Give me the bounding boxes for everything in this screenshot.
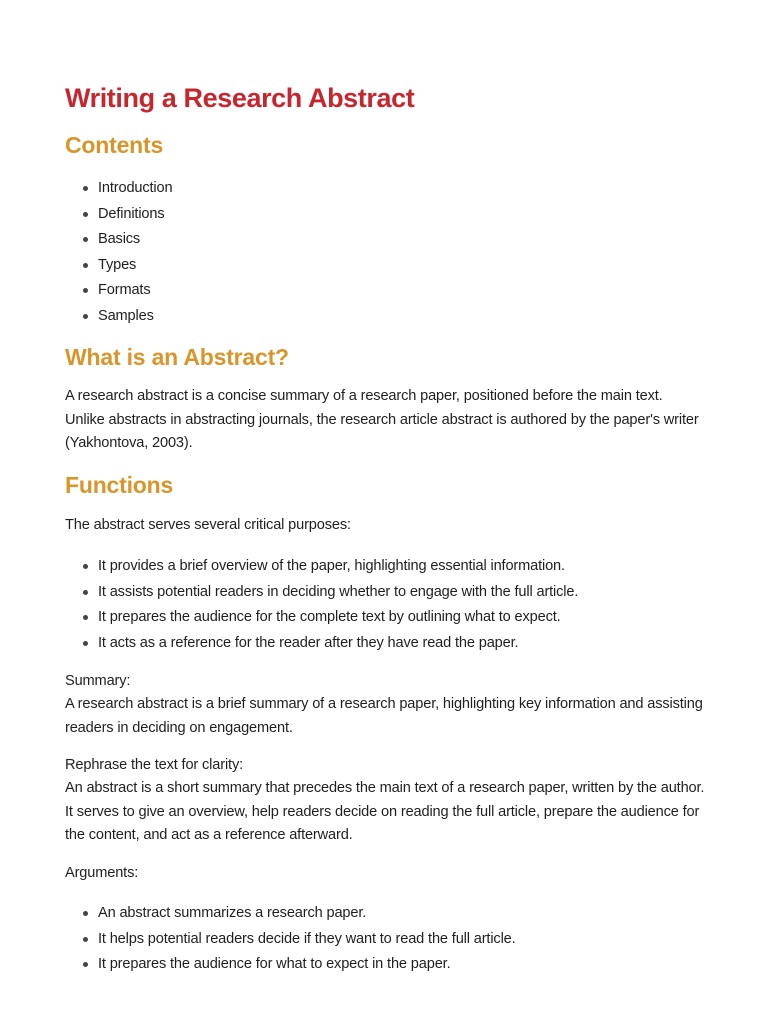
list-item [65, 632, 705, 658]
bullet-icon [83, 212, 88, 217]
bullet-icon [83, 590, 88, 595]
functions-item-label: It assists potential readers in deciding whether to engage with the full article. [98, 583, 579, 600]
functions-item-label: It acts as a reference for the reader after they have read the paper. [98, 634, 519, 651]
page-title: Writing a Research Abstract [65, 83, 415, 113]
rephrase-label: Rephrase the text for clarity: [65, 757, 244, 773]
functions-list [65, 555, 705, 657]
bullet-icon [83, 288, 88, 293]
list-item [65, 555, 705, 581]
functions-item-label: It provides a brief overview of the paper, highlighting essential information. [98, 558, 565, 574]
functions-item-label: It prepares the audience for the complete text by outlining what to expect. [98, 609, 561, 626]
bullet-icon [83, 641, 88, 646]
arguments-label: Arguments: [65, 865, 139, 881]
bullet-icon [83, 564, 88, 569]
list-item [65, 928, 705, 954]
list-item [65, 581, 705, 607]
contents-item-label: Definitions [98, 205, 165, 222]
list-item [65, 177, 705, 203]
arguments-item-label: It prepares the audience for what to expect in the paper. [98, 956, 451, 973]
abstract-heading: What is an Abstract? [65, 344, 289, 370]
rephrase-paragraph: An abstract is a short summary that precedes the main text of a research paper, written by the author. It serves to give an overview, help readers decide on reading the full article, prepare the audience for the content, and act as a reference afterward. [65, 780, 705, 843]
bullet-icon [83, 615, 88, 620]
bullet-icon [83, 911, 88, 916]
list-item [65, 228, 705, 254]
arguments-item-label: An abstract summarizes a research paper. [98, 905, 367, 921]
list-item [65, 305, 705, 331]
arguments-list [65, 902, 705, 979]
contents-item-label: Basics [98, 231, 141, 248]
list-item [65, 606, 705, 632]
abstract-paragraph: A research abstract is a concise summary of a research paper, positioned before the main text. Unlike abstracts in abstracting journals, the research article abstract is authored by the paper's writer (Yakhontova, 2003). [65, 388, 699, 451]
list-item [65, 279, 705, 305]
list-item [65, 902, 705, 928]
bullet-icon [83, 263, 88, 268]
bullet-icon [83, 962, 88, 967]
contents-heading: Contents [65, 132, 164, 158]
contents-item-label: Samples [98, 307, 154, 324]
bullet-icon [83, 237, 88, 242]
contents-item-label: Types [98, 256, 137, 273]
summary-paragraph: A research abstract is a brief summary of a research paper, highlighting key information and assisting readers in deciding on engagement. [65, 696, 703, 736]
contents-list [65, 177, 705, 331]
contents-item-label: Introduction [98, 180, 173, 196]
arguments-item-label: It helps potential readers decide if they want to read the full article. [98, 930, 516, 947]
list-item [65, 953, 705, 979]
list-item [65, 203, 705, 229]
functions-heading: Functions [65, 472, 174, 498]
bullet-icon [83, 314, 88, 319]
functions-intro: The abstract serves several critical purposes: [65, 517, 351, 533]
summary-label: Summary: [65, 673, 131, 689]
contents-item-label: Formats [98, 282, 151, 299]
list-item [65, 254, 705, 280]
bullet-icon [83, 937, 88, 942]
bullet-icon [83, 186, 88, 191]
